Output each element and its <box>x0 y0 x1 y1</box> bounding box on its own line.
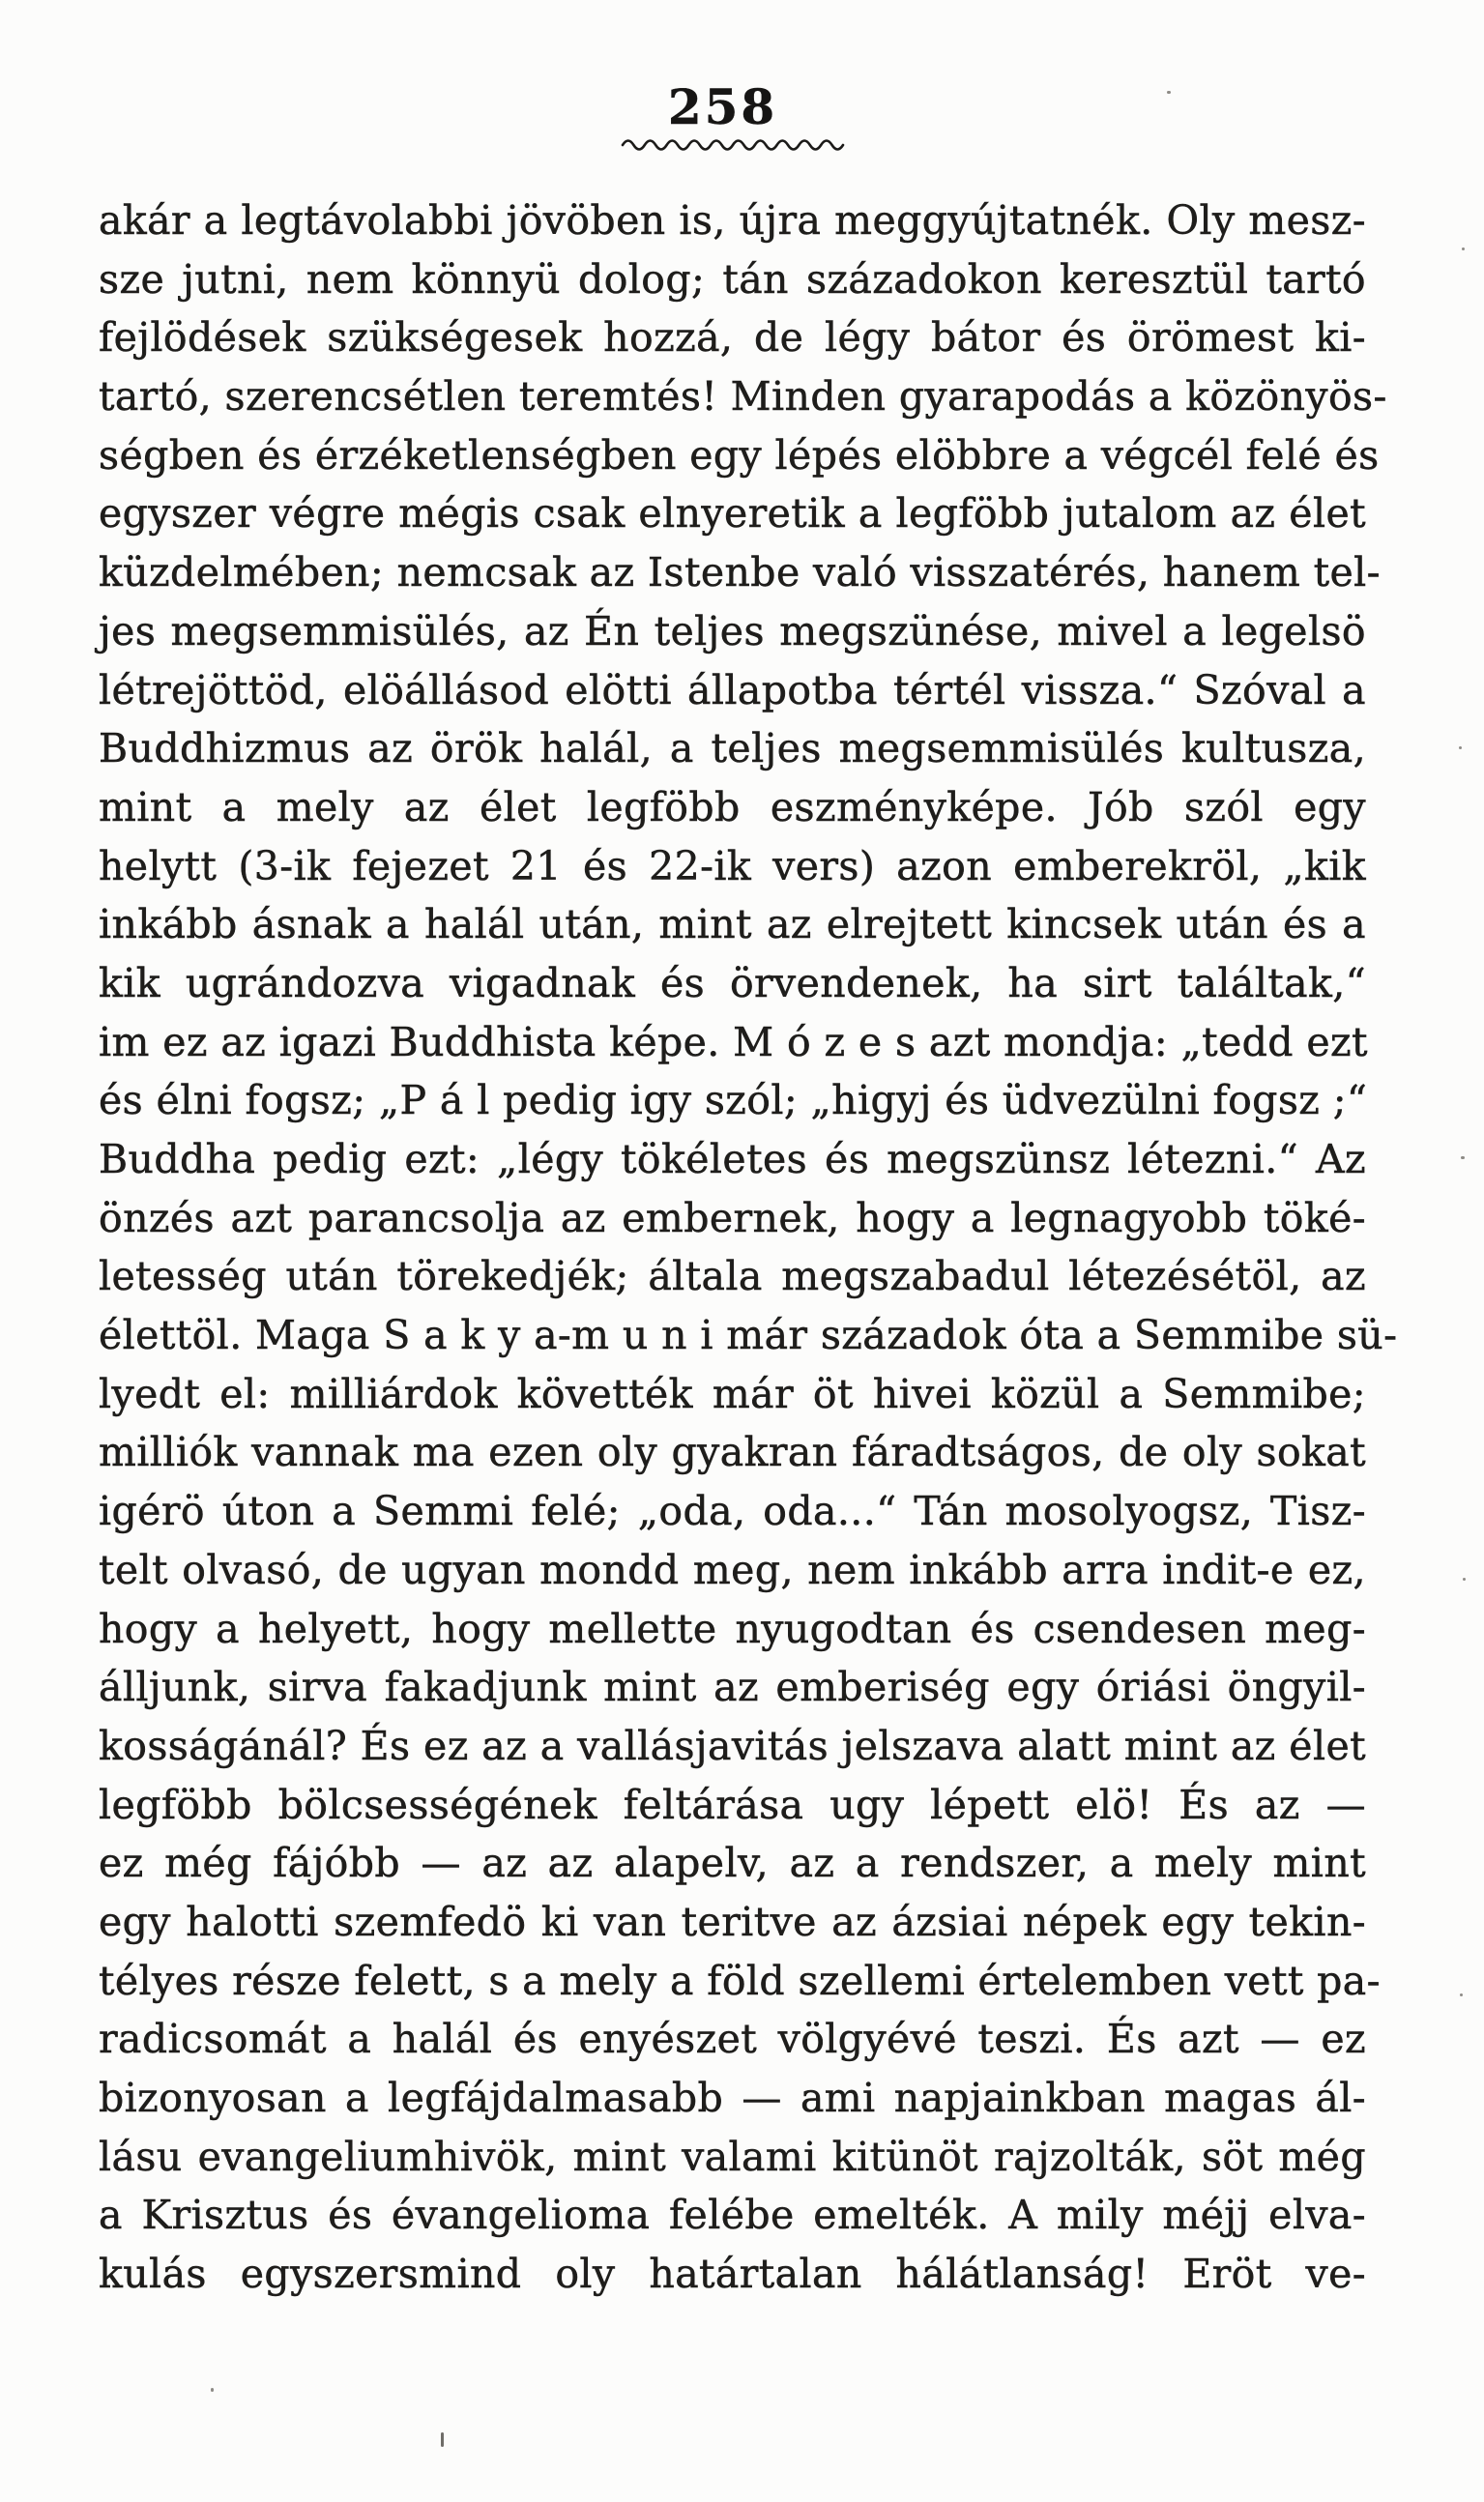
wavy-underline <box>621 135 845 151</box>
text-line: akár a legtávolabbi jövöben is, újra meggyújtatnék. Oly mesz- <box>99 197 1366 244</box>
print-speck <box>1167 91 1171 94</box>
text-line: milliók vannak ma ezen oly gyakran fáradtságos, de oly sokat <box>99 1429 1366 1476</box>
text-line: kik ugrándozva vigadnak és örvendenek, ha sirt találtak,“ <box>99 959 1366 1006</box>
print-artifact-tick <box>441 2432 444 2447</box>
print-speck <box>1461 1156 1465 1159</box>
text-line: mint a mely az élet legföbb eszményképe. Jób szól egy <box>99 783 1366 830</box>
text-line: kulás egyszersmind oly határtalan hálátlanság! Eröt ve- <box>99 2251 1366 2298</box>
print-speck <box>1460 1993 1463 1996</box>
text-line: kosságánál? És ez az a vallásjavitás jelszava alatt mint az élet <box>99 1722 1366 1769</box>
text-line: letesség után törekedjék; általa megszabadul létezésétöl, az <box>99 1253 1366 1300</box>
text-line: helytt (3-ik fejezet 21 és 22-ik vers) azon emberekröl, „kik <box>99 842 1366 889</box>
text-line: ez még fájóbb — az az alapelv, az a rendszer, a mely mint <box>99 1840 1366 1887</box>
print-speck <box>1463 1578 1466 1581</box>
text-line: radicsomát a halál és enyészet völgyévé teszi. És azt — ez <box>99 2016 1366 2063</box>
text-line: Buddhizmus az örök halál, a teljes megsemmisülés kultusza, <box>99 725 1366 772</box>
print-speck <box>211 2388 214 2392</box>
text-line: önzés azt parancsolja az embernek, hogy a legnagyobb töké- <box>99 1194 1366 1241</box>
text-line: álljunk, sirva fakadjunk mint az emberiség egy óriási öngyil- <box>99 1664 1366 1711</box>
text-line: inkább ásnak a halál után, mint az elrejtett kincsek után és a <box>99 901 1366 948</box>
text-line: igérö úton a Semmi felé; „oda, oda...“ Tán mosolyogsz, Tisz- <box>99 1488 1366 1535</box>
print-speck <box>1462 247 1465 250</box>
print-speck <box>1459 746 1462 749</box>
text-line: a Krisztus és évangelioma felébe emelték. A mily méjj elva- <box>99 2192 1366 2239</box>
text-line: egy halotti szemfedö ki van teritve az ázsiai népek egy tekin- <box>99 1898 1366 1945</box>
text-line: tartó, szerencsétlen teremtés! Minden gyarapodás a közönyös- <box>99 373 1387 421</box>
text-line: sze jutni, nem könnyü dolog; tán századokon keresztül tartó <box>99 255 1366 303</box>
text-line: és élni fogsz; „P á l pedig igy szól; „higyj és üdvezülni fogsz ;“ <box>99 1077 1368 1124</box>
text-line: küzdelmében; nemcsak az Istenbe való visszatérés, hanem tel- <box>99 549 1381 596</box>
text-line: fejlödések szükségesek hozzá, de légy bátor és örömest ki- <box>99 314 1366 362</box>
text-line: ségben és érzéketlenségben egy lépés elöbbre a végcél felé és <box>99 431 1380 479</box>
text-line: Buddha pedig ezt: „légy tökéletes és megszünsz létezni.“ Az <box>99 1136 1366 1182</box>
text-line: jes megsemmisülés, az Én teljes megszünése, mivel a legelsö <box>99 607 1366 655</box>
page-number: 258 <box>667 78 778 135</box>
text-line: télyes része felett, s a mely a föld szellemi értelemben vett pa- <box>99 1957 1381 2004</box>
page-header <box>99 78 1366 151</box>
text-line: hogy a helyett, hogy mellette nyugodtan és csendesen meg- <box>99 1605 1366 1652</box>
text-line: legföbb bölcsességének feltárása ugy lépett elö! És az — <box>99 1781 1366 1828</box>
text-line: bizonyosan a legfájdalmasabb — ami napjainkban magas ál- <box>99 2075 1366 2121</box>
text-line: egyszer végre mégis csak elnyeretik a legföbb jutalom az élet <box>99 490 1366 538</box>
body-text <box>99 191 1398 2304</box>
text-line: élettöl. Maga S a k y a-m u n i már századok óta a Semmibe sü- <box>99 1312 1398 1359</box>
text-line: lásu evangeliumhivök, mint valami kitünöt rajzolták, söt még <box>99 2133 1366 2180</box>
text-line: telt olvasó, de ugyan mondd meg, nem inkább arra indit-e ez, <box>99 1546 1366 1593</box>
text-line: lyedt el: milliárdok követték már öt hivei közül a Semmibe; <box>99 1370 1366 1417</box>
text-line: im ez az igazi Buddhista képe. M ó z e s azt mondja: „tedd ezt <box>99 1018 1368 1065</box>
text-line: létrejöttöd, elöállásod elötti állapotba tértél vissza.“ Szóval a <box>99 666 1366 713</box>
